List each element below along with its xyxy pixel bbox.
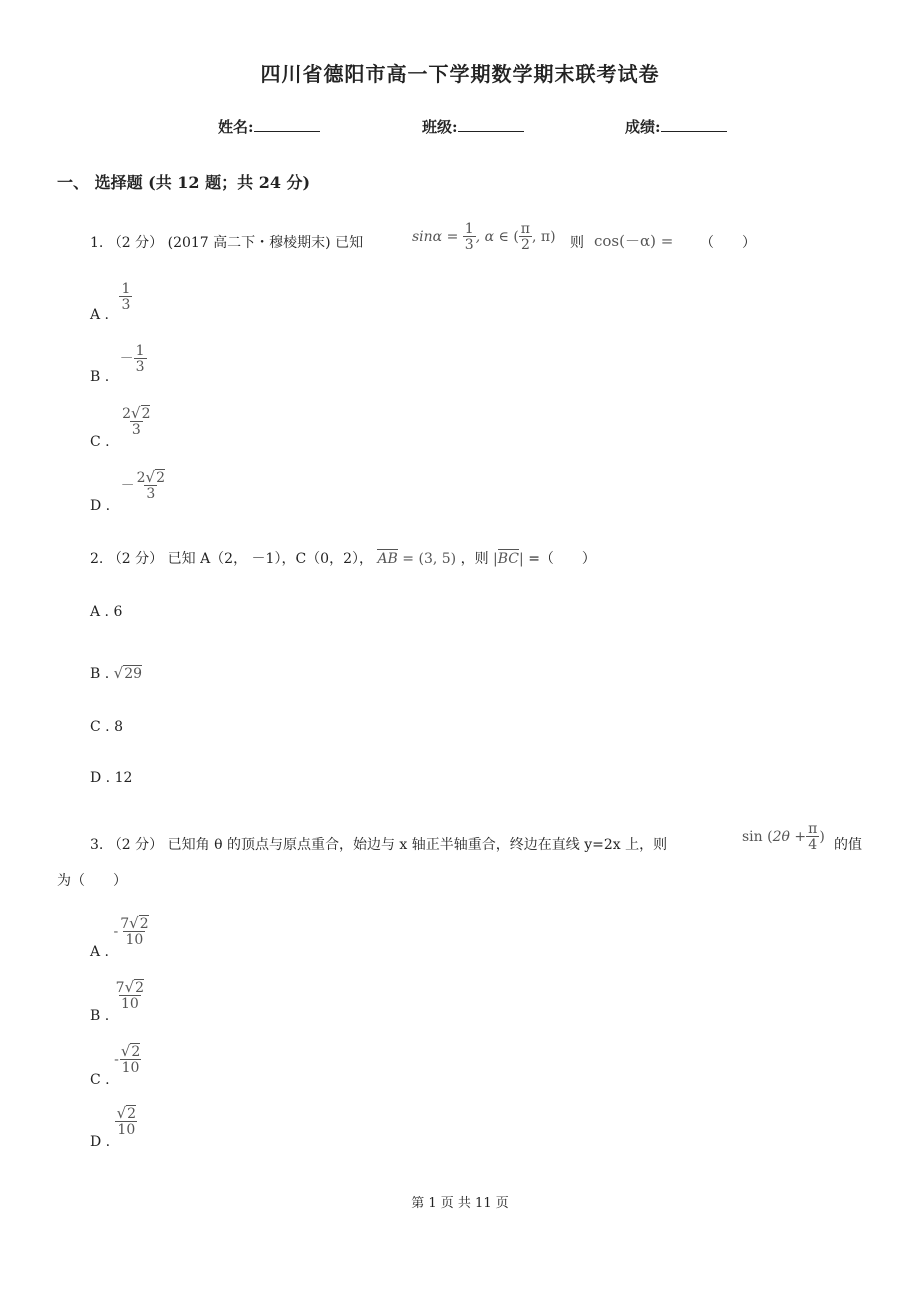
q3-option-a[interactable]: A . - $\frac{7√2}{10}$ — [90, 914, 149, 960]
score-blank[interactable] — [661, 117, 727, 132]
q1-option-a[interactable]: A . $\frac{1}{3}$ — [90, 281, 131, 323]
q1-interval: ( $\frac{\pi}{2}$ , π) — [513, 221, 556, 253]
q3-option-d[interactable]: D . $\frac{√2}{10}$ — [90, 1104, 137, 1150]
q2-text: 已知 A（2， －1），C（0，2）， — [167, 551, 373, 567]
class-label: 班级: — [422, 118, 458, 136]
q3-text: 已知角 θ 的顶点与原点重合，始边与 x 轴正半轴重合，终边在直线 y=2x 上，则 — [167, 837, 668, 853]
name-blank[interactable] — [254, 117, 320, 132]
q3-end: 的值 — [834, 837, 862, 853]
page-footer: 第 1 页 共 11 页 — [411, 1196, 509, 1211]
q2-option-b[interactable]: B . √29 — [90, 664, 143, 682]
score-field — [625, 116, 727, 137]
name-label: 姓名: — [218, 118, 254, 136]
q3-option-c[interactable]: C . - $\frac{√2}{10}$ — [90, 1042, 141, 1088]
q1-option-c[interactable]: C . $\frac{2√2}{3}$ — [90, 404, 151, 450]
q1-option-d[interactable]: D . － $\frac{2√2}{3}$ — [90, 468, 165, 514]
q1-formula — [412, 222, 556, 252]
score-label: 成绩: — [625, 118, 661, 136]
q1-score: （2 分） — [107, 235, 164, 251]
q2-number: 2. — [90, 551, 104, 567]
question-2 — [90, 548, 596, 568]
q2-option-a[interactable]: A . 6 — [90, 604, 123, 620]
q2-vector-bc: |BC| — [493, 551, 524, 567]
q2-vector-ab: AB = (3, 5) — [377, 551, 457, 567]
q1-alpha-in: , α ∈ — [475, 229, 509, 245]
q3-line2: 为（ ） — [57, 873, 127, 889]
q1-then: 则 — [570, 235, 584, 251]
q2-score: （2 分） — [107, 551, 164, 567]
section-heading: 一、 选择题 (共 12 题；共 24 分) — [57, 173, 311, 192]
question-1 — [90, 232, 363, 252]
q1-option-b[interactable]: B . － $\frac{1}{3}$ — [90, 343, 145, 385]
q3-score: （2 分） — [107, 837, 164, 853]
q3-option-b[interactable]: B . $\frac{7√2}{10}$ — [90, 978, 145, 1024]
class-field — [422, 116, 524, 137]
page-title: 四川省德阳市高一下学期数学期末联考试卷 — [260, 62, 660, 86]
q2-then: ，则 — [460, 551, 489, 567]
q2-option-d[interactable]: D . 12 — [90, 770, 133, 786]
q1-source: (2017 高二下・穆棱期末) — [167, 235, 331, 251]
question-3 — [90, 834, 667, 854]
q1-fraction: $\frac{1}{3}$ — [464, 221, 474, 253]
q1-cos: cos(－α) = — [594, 232, 674, 250]
q2-end: =（ ） — [528, 551, 596, 567]
q3-formula: sin (2θ + $\frac{\pi}{4}$ ) — [742, 821, 825, 853]
q1-math-lhs: sinα = — [412, 229, 459, 245]
q2-option-c[interactable]: C . 8 — [90, 719, 123, 735]
q1-number: 1. — [90, 235, 104, 251]
q1-paren: （ ） — [700, 235, 756, 251]
name-field — [218, 116, 320, 137]
q3-number: 3. — [90, 837, 104, 853]
class-blank[interactable] — [458, 117, 524, 132]
q1-text: 已知 — [335, 235, 364, 251]
